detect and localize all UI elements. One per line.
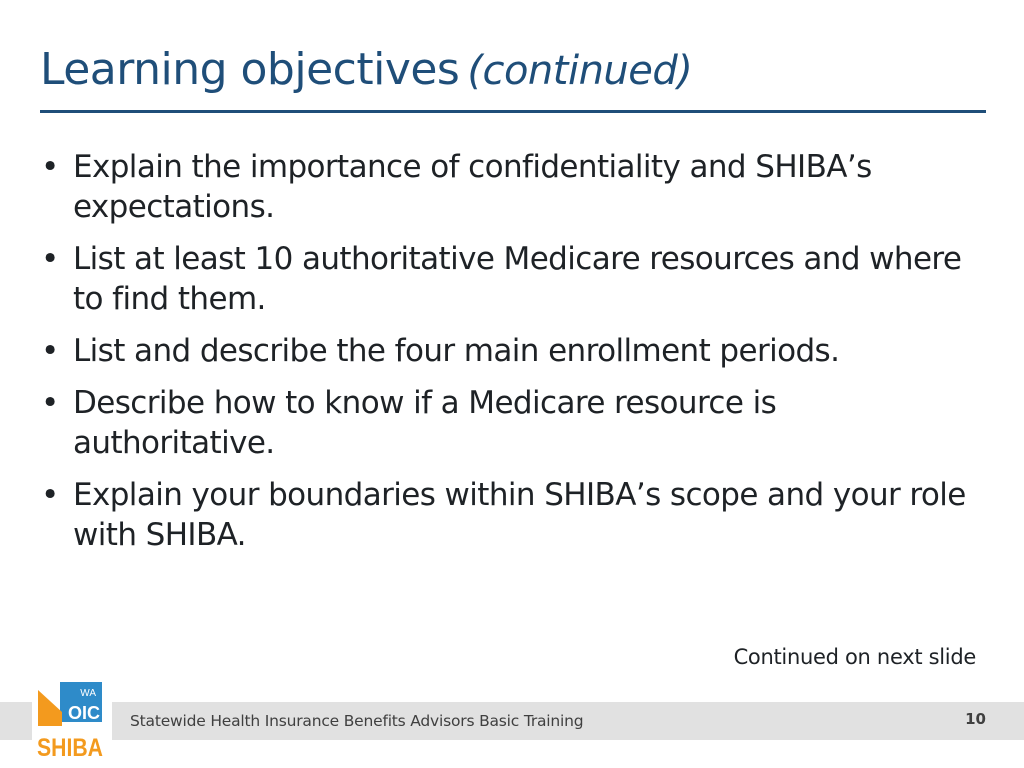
list-item-text: Describe how to know if a Medicare resource is authoritative.: [73, 385, 777, 461]
list-item-text: Explain the importance of confidentiality and SHIBA’s expectations.: [73, 149, 872, 225]
list-item-text: List at least 10 authoritative Medicare resources and where to find them.: [73, 241, 962, 317]
slide-title-main: Learning objectives: [40, 44, 460, 95]
list-item: [40, 331, 970, 371]
footer-course-title: Statewide Health Insurance Benefits Advisors Basic Training: [130, 712, 584, 730]
logo-shiba-text: SHIBA: [37, 734, 103, 762]
logo-wa-text: WA: [80, 688, 96, 699]
bullet-marker: •: [41, 385, 59, 421]
bullet-marker: •: [41, 241, 59, 277]
continued-note: Continued on next slide: [733, 645, 976, 669]
page-number: 10: [965, 710, 986, 728]
logo-oic-text: OIC: [67, 703, 101, 723]
slide-title-suffix: (continued): [467, 48, 693, 94]
logo-graphic: [32, 682, 112, 766]
list-item-text: List and describe the four main enrollment periods.: [73, 333, 840, 369]
list-item: [40, 475, 970, 555]
bullet-marker: •: [41, 333, 59, 369]
slide-title: [40, 40, 692, 101]
list-item-text: Explain your boundaries within SHIBA’s scope and your role with SHIBA.: [73, 477, 966, 553]
objectives-list: [40, 147, 970, 567]
title-divider: [40, 110, 986, 113]
list-item: [40, 239, 970, 319]
logo-orange-wedge: [38, 690, 62, 726]
list-item: [40, 147, 970, 227]
bullet-marker: •: [41, 477, 59, 513]
bullet-marker: •: [41, 149, 59, 185]
oic-shiba-logo: [32, 682, 112, 766]
list-item: [40, 383, 970, 463]
